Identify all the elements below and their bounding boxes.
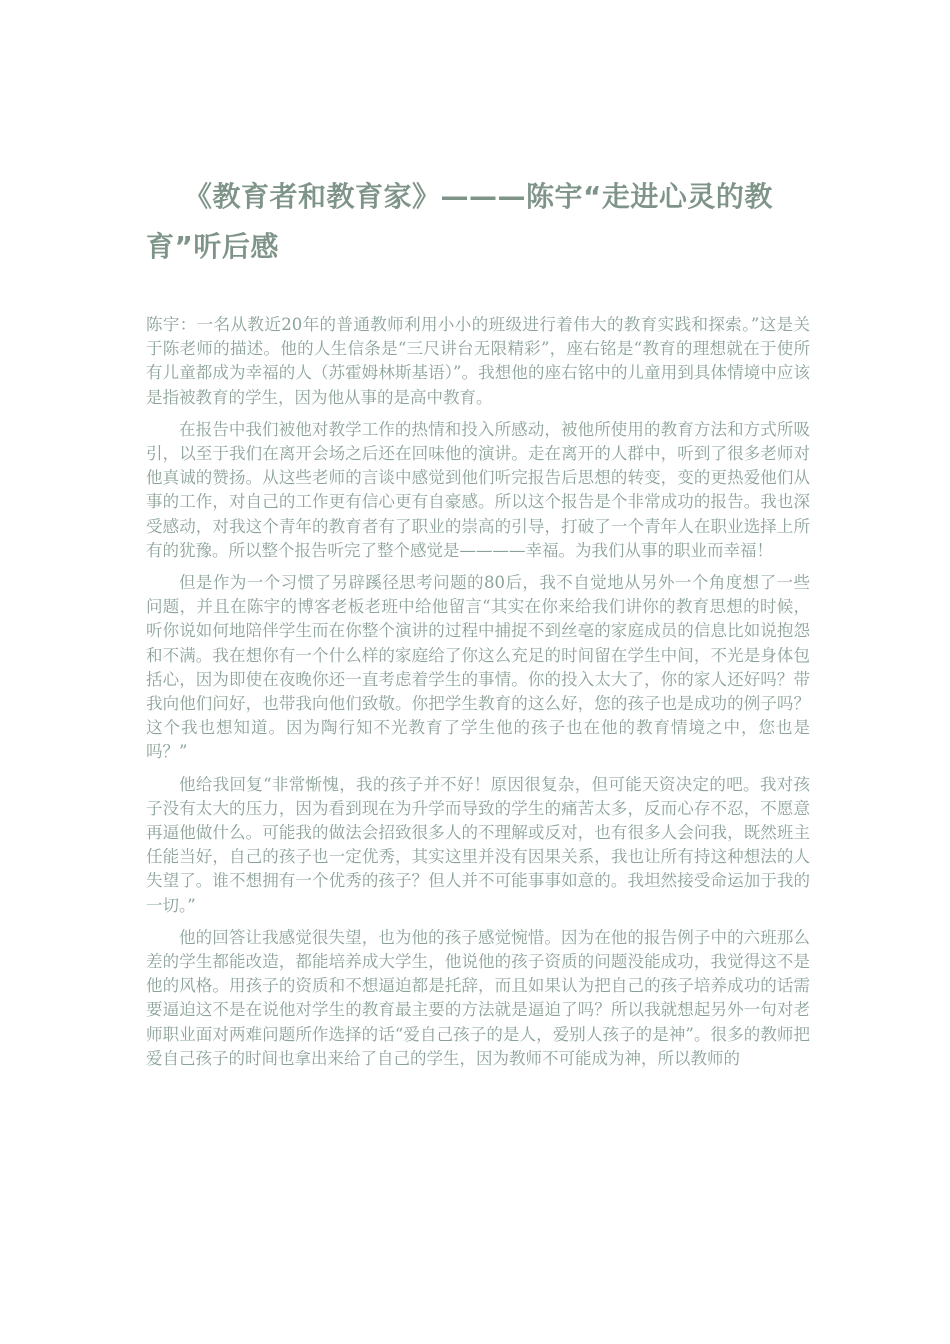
paragraph-reply: 他给我回复“非常惭愧，我的孩子并不好！原因很复杂，但可能天资决定的吧。我对孩子没有太大的压力，因为看到现在为升学而导致的学生的痛苦太多，反而心存不忍，不愿意再逼他做什么。可能我的做法会招致很多人的不理解或反对，也有很多人会问我，既然班主任能当好，自己的孩子也一定优秀，其实这里并没有因果关系，我也让所有持这种想法的人失望了。谁不想拥有一个优秀的孩子？但人并不可能事事如意的。我坦然接受命运加于我的一切。” — [146, 774, 810, 915]
paragraph-reflection: 他的回答让我感觉很失望，也为他的孩子感觉惋惜。因为在他的报告例子中的六班那么差的学生都能改造，都能培养成大学生，他说他的孩子资质的问题没能成功，我觉得这不是他的风格。用孩子的资质和不想逼迫都是托辞，而且如果认为把自己的孩子培养成功的话需要逼迫这不是在说他对学生的教育最主要的方法就是逼迫了吗？所以我就想起另外一句对老师职业面对两难问题所作选择的话“爱自己孩子的是人，爱别人孩子的是神”。很多的教师把爱自己孩子的时间也拿出来给了自己的学生，因为教师不可能成为神，所以教师的 — [146, 927, 810, 1068]
document-title: 《教育者和教育家》———陈宇“走进心灵的教育”听后感 — [146, 180, 773, 263]
paragraph-intro: 陈宇：一名从教近20年的普通教师利用小小的班级进行着伟大的教育实践和探索。”这是关于陈老师的描述。他的人生信条是“三尺讲台无限精彩”，座右铭是“教育的理想就在于使所有儿童都成为幸福的人（苏霍姆林斯基语）”。我想他的座右铭中的儿童用到具体情境中应该是指被教育的学生，因为他从事的是高中教育。 — [146, 315, 810, 407]
paragraph-report-impression: 在报告中我们被他对教学工作的热情和投入所感动，被他所使用的教育方法和方式所吸引，以至于我们在离开会场之后还在回味他的演讲。走在离开的人群中，听到了很多老师对他真诚的赞扬。从这些老师的言谈中感觉到他们听完报告后思想的转变，变的更热爱他们从事的工作，对自己的工作更有信心更有自豪感。所以这个报告是个非常成功的报告。我也深受感动，对我这个青年的教育者有了职业的崇高的引导，打破了一个青年人在职业选择上所有的犹豫。所以整个报告听完了整个感觉是————幸福。为我们从事的职业而幸福！ — [146, 419, 810, 560]
paragraph-blog-message: 但是作为一个习惯了另辟蹊径思考问题的80后，我不自觉地从另外一个角度想了一些问题，并且在陈宇的博客老板老班中给他留言“其实在你来给我们讲你的教育思想的时候，听你说如何地陪伴学生而在你整个演讲的过程中捕捉不到丝毫的家庭成员的信息比如说抱怨和不满。我在想你有一个什么样的家庭给了你这么充足的时间留在学生中间，不光是身体包括心，因为即使在夜晚你还一直考虑着学生的事情。你的投入太大了，你的家人还好吗？带我向他们问好，也带我向他们致敬。你把学生教育的这么好，您的孩子也是成功的例子吗？这个我也想知道。因为陶行知不光教育了学生他的孩子也在他的教育情境之中，您也是吗？” — [146, 573, 810, 762]
document-body — [146, 313, 810, 1079]
